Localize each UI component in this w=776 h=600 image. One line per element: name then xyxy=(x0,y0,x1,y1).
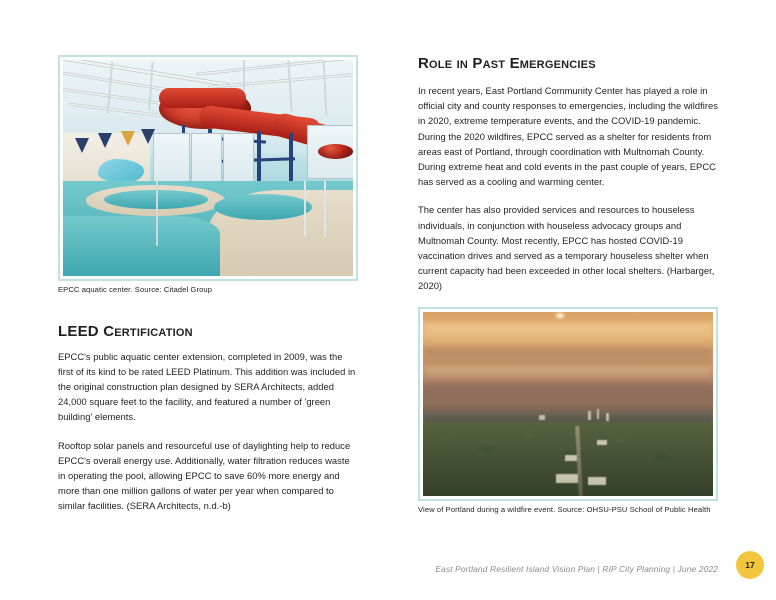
sun-glow xyxy=(556,313,564,318)
paragraph: The center has also provided services and resources to houseless individuals, in conjunction with houseless advocacy groups and Multnomah County. Most recently, EPCC has hosted COVID-19 vaccination drives and served as a temporary houseless shelter when current capacity had been exceeded in other local shelters. (Harbarger, 2020) xyxy=(418,204,715,292)
heading-rest-text: Certification xyxy=(103,322,193,340)
water-slide-tube xyxy=(159,88,246,107)
smoke-cloud xyxy=(423,348,713,368)
street-building xyxy=(597,440,607,445)
pool-ladder-rail xyxy=(324,181,326,237)
smoke-cloud xyxy=(423,385,713,407)
paragraph: EPCC's public aquatic center extension, completed in 2009, was the first of its kind to be rated LEED Platinum. This addition was included in the original construction plan designed by SERA Architects, added 24,000 square feet to the facility, and featured a number of 'green building' elements. xyxy=(58,350,356,423)
window-panel xyxy=(191,133,222,183)
pool-water-foreground xyxy=(63,216,220,276)
figure-aquatic-center xyxy=(58,55,358,296)
footer-citation: East Portland Resilient Island Vision Plan | RIP City Planning | June 2022 xyxy=(435,564,718,574)
page-heading-emergencies xyxy=(418,55,718,72)
pennant-flag xyxy=(141,129,155,144)
right-column xyxy=(418,55,718,515)
heading-lead-text: LEED xyxy=(58,322,99,340)
downtown-building xyxy=(606,413,609,421)
paragraph: In recent years, East Portland Community Center has played a role in official city and county responses to emergencies, including the wildfires in 2020, extreme temperature events, and the COVID-19 pandemic. During the 2020 wildfires, EPCC served as a shelter for residents from areas east of Portland, through coordination with Multnomah County. During extreme heat and cold events in the past couple of years, EPCC has served as a cooling and warming center. xyxy=(418,85,718,188)
epcc-aquatic-center-photo xyxy=(63,60,353,276)
street-building xyxy=(556,474,578,483)
downtown-building xyxy=(588,411,591,420)
slide-support xyxy=(257,131,261,183)
photo-frame-wildfire xyxy=(418,307,718,501)
pool-play-feature xyxy=(98,159,144,183)
smoke-cloud xyxy=(423,367,713,385)
downtown-building xyxy=(597,409,599,419)
page-number-badge: 17 xyxy=(736,551,764,579)
pennant-flag xyxy=(75,138,89,153)
paragraph: Rooftop solar panels and resourceful use of daylighting help to reduce EPCC's overall energy use. Additionally, water filtration reduces waste in operating the pool, allowing EPCC to save 60% more energy and more than one million gallons of water per year when compared to similar facilities. (SERA Architects, n.d.-b) xyxy=(58,439,351,512)
heading-rest-text: ole in Past Emergencies xyxy=(429,55,596,72)
pool-water-secondary xyxy=(214,194,313,220)
pool-railing-post xyxy=(156,181,158,246)
window-panel xyxy=(153,133,190,183)
portland-wildfire-smoke-photo xyxy=(423,312,713,496)
figure-caption: View of Portland during a wildfire event. Source: OHSU-PSU School of Public Health xyxy=(418,504,711,514)
heading-lead-text: R xyxy=(418,55,430,72)
window-panel xyxy=(223,133,254,183)
pennant-flag xyxy=(121,131,135,146)
photo-frame-aquatic xyxy=(58,55,358,281)
street-building xyxy=(565,455,577,461)
pool-ladder-rail xyxy=(304,181,306,237)
downtown-building xyxy=(539,415,545,420)
figure-wildfire xyxy=(418,307,718,516)
figure-caption: EPCC aquatic center. Source: Citadel Group xyxy=(58,285,213,294)
pennant-flag xyxy=(98,133,112,148)
smoke-cloud xyxy=(423,323,713,347)
page-footer xyxy=(0,560,776,582)
page-heading-leed xyxy=(58,323,358,340)
street-building xyxy=(588,477,606,485)
left-column xyxy=(58,55,358,514)
